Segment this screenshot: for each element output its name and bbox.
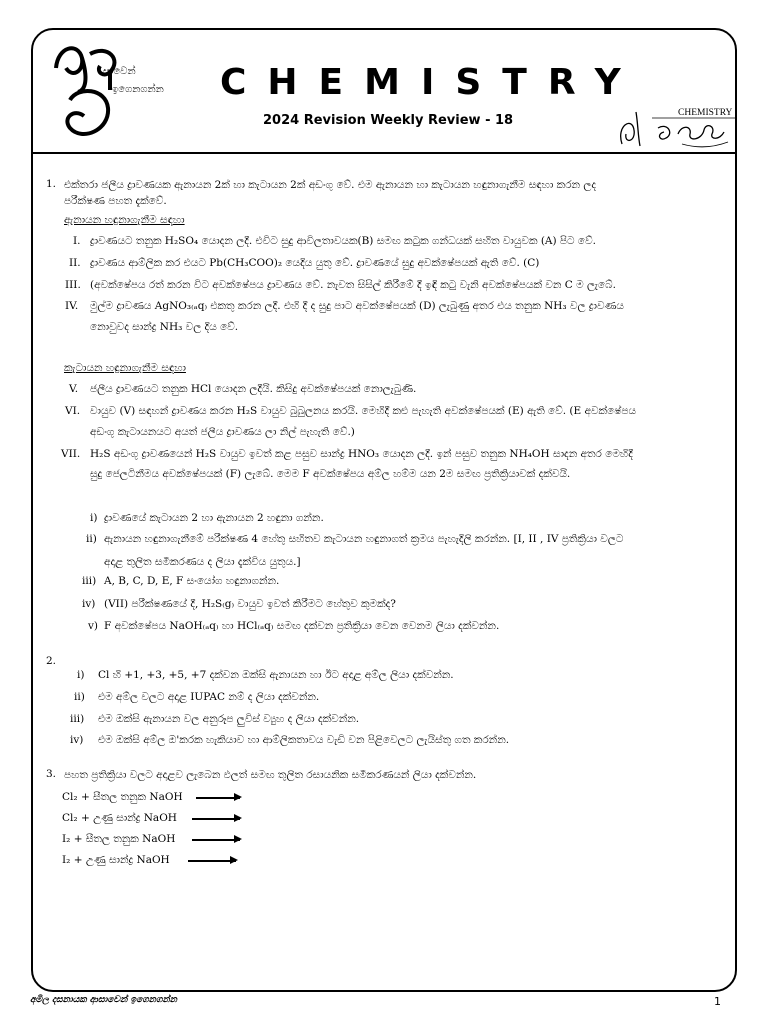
q1-sub-2-line1: ඇනායන හඳුනාගැනීමේ පරීක්ෂණ 4 හේතු සහිතව කැටායන හඳුනාගත් ක්‍රමය පැහැදිලි කරන්න. [I, II , IV ප්‍රතික්‍රියා වලට	[104, 533, 624, 545]
cation-item-5-line1: ජලීය ද්‍රාවණයට තනුක HCl යොදන ලදීයි. කිසිදු අවක්ෂේපයක් නොලැබුණි.	[90, 383, 417, 395]
footer-author: අමිල දසනායක ආසාවෙන් ඉගෙනගන්න	[30, 995, 177, 1005]
author-signature	[612, 104, 736, 150]
anion-item-3-line1: (අවක්ෂේපය රත් කරන විට අවක්ෂේපය ද්‍රාවණය වේ. නැවත සිසිල් කිරීමේ දී ඉඳි කටු වැනි අවක්ෂේපයක් වන C ම ලැබේ.	[90, 279, 616, 291]
cation-item-6-roman: VI.	[65, 405, 81, 417]
cation-item-7-line2: සුදු ජෙලටිනීමය අවක්ෂේපයක් (F) ලැබේ. මෙම F අවක්ෂේපය අම්ල හම්ම යන 2ම සමඟ ප්‍රතික්‍රියාවක් දක්වයි.	[90, 468, 571, 480]
q1-intro-line2: පරීක්ෂණ පහත දැක්වේ.	[64, 195, 167, 207]
signature-label: CHEMISTRY	[678, 108, 733, 118]
q1-sub-3-text: A, B, C, D, E, F සංයෝග හඳුනාගන්න.	[104, 575, 280, 587]
cation-item-6-line2: අඩංගු කැටායනයට අයත් ජලීය ද්‍රාවණය ලා නිල් පැහැති වේ.)	[90, 426, 355, 438]
anion-item-1-roman: I.	[73, 235, 81, 247]
reaction-1: Cl₂ + සීතල තනුක NaOH	[62, 791, 183, 803]
page-number: 1	[714, 995, 721, 1008]
reaction-3-arrow	[192, 839, 240, 841]
anion-item-2-roman: II.	[69, 257, 81, 269]
q2-item-2-text: එම අම්ල වලට අදාළ IUPAC නම් ද ලියා දක්වන්න.	[98, 691, 320, 703]
q1-sub-4-label: iv)	[82, 598, 96, 610]
q2-item-4-label: iv)	[70, 734, 84, 746]
q3-number: 3.	[46, 768, 57, 780]
q2-item-4-text: එම ඔක්සි අම්ල ඔ'කරක හැකියාව හා ආම්ලිකතාවය වැඩි වන පිළිවෙලට ලැයිස්තු ගත කරන්න.	[98, 734, 510, 746]
page-border	[31, 28, 737, 992]
page-title: CHEMISTRY	[220, 62, 642, 103]
reaction-1-arrow	[196, 797, 240, 799]
logo-tagline-2: ඉගෙනගන්න	[112, 84, 164, 95]
q1-sub-5-label: v)	[88, 620, 99, 632]
q2-item-3-label: iii)	[70, 713, 85, 725]
q3-intro: පහත ප්‍රතික්‍රියා වලට අදාළව ලැබෙන ඵලත් සමඟ තුලිත රසායනික සමීකරණයන් ලියා දක්වන්න.	[64, 769, 477, 781]
cation-item-5-roman: V.	[69, 383, 79, 395]
reaction-2: Cl₂ + උණු සාන්ද්‍ර NaOH	[62, 812, 177, 824]
cation-item-6-line1: වායුව (V) සඳහන් ද්‍රාවණය කරන H₂S වායුව බුබුලනය කරයි. මෙහිදී කළු පැහැති අවක්ෂේපයක් (E) ඇති වේ. (E අවක්ෂේපය	[90, 405, 636, 417]
page-subtitle: 2024 Revision Weekly Review - 18	[263, 113, 514, 128]
q1-sub-1-text: ද්‍රාවණයේ කැටායන 2 හා ඇනායන 2 හඳුනා ගන්න.	[104, 512, 324, 524]
q2-item-3-text: එම ඔක්සි ඇනායන වල අනුරූප ලුවිස් ව්‍යුහ ද ලියා දක්වන්න.	[98, 713, 360, 725]
anion-item-1-line1: ද්‍රාවණයට තනුක H₂SO₄ යොදන ලදී. එවිට සුදු ආවිලතාවයක(B) සමඟ කටුක ගන්ධයක් සහිත වායුවක (A) පිට වේ.	[90, 235, 596, 247]
anion-item-4-line1: මුල්ම ද්‍රාවණය AgNO₃₍ₐq₎ එකතු කරන ලදී. එහි දී ද සුදු පාට අවක්ෂේපයක් (D) ලැබුණු අතර එය තනුක NH₃ වල ද්‍රාවණය	[90, 300, 624, 312]
logo-tagline-1: සාවෙන්	[103, 66, 136, 77]
q2-item-1-text: Cl හි +1, +3, +5, +7 දක්වන ඔක්සි ඇනායන හා ඊට අදාළ අම්ල ලියා දක්වන්න.	[98, 669, 454, 681]
q1-number: 1.	[46, 178, 57, 190]
anion-item-4-line2: නොවුවද සාන්ද්‍ර NH₃ වල දිය වේ.	[90, 321, 239, 333]
q1-sub-2-line2: අදාළ තුලිත සමීකරණය ද ලියා දැක්විය යුතුය.]	[104, 556, 301, 568]
anion-heading: ඇනායන හඳුනාගැනීම සඳහා	[64, 214, 185, 226]
header-divider	[33, 152, 736, 154]
anion-item-2-line1: ද්‍රාවණය ආම්ලික කර එයට Pb(CH₃COO)₂ යෙදිය යුතු වේ. ද්‍රාවණයේ සුදු අවක්ෂේපයක් ඇති වේ. (C)	[90, 257, 540, 269]
anion-item-4-roman: IV.	[65, 300, 79, 312]
q2-number: 2.	[46, 655, 57, 667]
cation-heading: කැටායන හඳුනාගැනීම සඳහා	[64, 362, 186, 374]
reaction-2-arrow	[192, 818, 240, 820]
q1-sub-1-label: i)	[90, 512, 98, 524]
q2-item-2-label: ii)	[74, 691, 85, 703]
reaction-4-arrow	[188, 860, 236, 862]
q1-intro-line1: එක්තරා ජලීය ද්‍රාවණයක ඇනායන 2ක් හා කැටායන 2ක් අඩංගු වේ. එම ඇනායන හා කැටායන හඳුනාගැනීම සඳහා කරන ලද	[64, 179, 597, 191]
q1-sub-2-label: ii)	[86, 533, 97, 545]
cation-item-7-line1: H₂S අඩංගු ද්‍රාවණයෙන් H₂S වායුව ඉවත් කළ පසුව සාන්ද්‍ර HNO₃ යොදන ලදී. ඉන් පසුව තනුක NH₄OH සාදන අතර මෙහිදී	[90, 448, 633, 460]
anion-item-3-roman: III.	[65, 279, 81, 291]
reaction-3: I₂ + සීතල තනුක NaOH	[62, 833, 176, 845]
reaction-4: I₂ + උණු සාන්ද්‍ර NaOH	[62, 854, 170, 866]
q1-sub-4-text: (VII) පරීක්ෂණයේ දී, H₂S₍g₎ වායුව ඉවත් කිරීමට හේතුව කුමක්ද?	[104, 598, 396, 610]
q2-item-1-label: i)	[77, 669, 85, 681]
q1-sub-5-text: F අවක්ෂේපය NaOH₍ₐq₎ හා HCl₍ₐq₎ සමඟ දක්වන ප්‍රතික්‍රියා වෙන වෙනම ලියා දක්වන්න.	[104, 620, 500, 632]
q1-sub-3-label: iii)	[82, 575, 97, 587]
cation-item-7-roman: VII.	[61, 448, 81, 460]
